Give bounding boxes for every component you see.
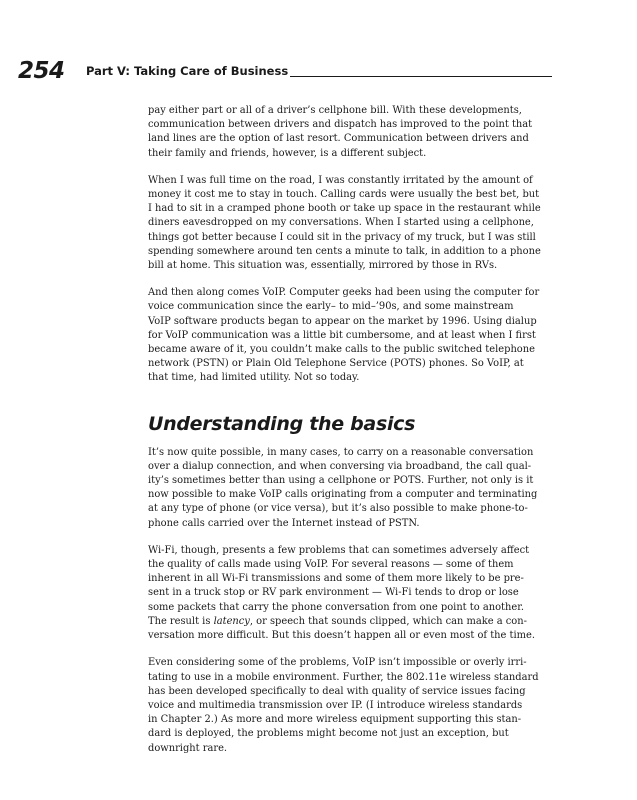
page-number: 254 — [18, 58, 65, 84]
text-line: It’s now quite possible, in many cases, to carry on a reasonable conversation — [148, 446, 534, 458]
text-line: money it cost me to stay in touch. Calling cards were usually the best bet, but — [148, 189, 540, 201]
page-body — [148, 104, 550, 756]
text-line: Wi-Fi, though, presents a few problems that can sometimes adversely affect — [148, 544, 530, 556]
paragraph-6 — [148, 656, 550, 755]
text-line: some packets that carry the phone conversation from one point to another. — [148, 601, 524, 613]
section-heading: Understanding the basics — [148, 412, 416, 435]
text-line: has been developed specifically to deal with quality of service issues facing — [148, 685, 526, 697]
text-line: sent in a truck stop or RV park environment — Wi-Fi tends to drop or lose — [148, 587, 519, 599]
text-line: voice and multimedia transmission over IP. (I introduce wireless standards — [148, 699, 523, 711]
text-line: that time, had limited utility. Not so today. — [148, 372, 360, 384]
text-line: And then along comes VoIP. Computer geeks had been using the computer for — [148, 287, 540, 299]
text-line: When I was full time on the road, I was constantly irritated by the amount of — [148, 174, 533, 186]
paragraph-3 — [148, 286, 550, 385]
text-line: bill at home. This situation was, essentially, mirrored by those in RVs. — [148, 260, 498, 272]
text-line: became aware of it, you couldn’t make calls to the public switched telephone — [148, 344, 535, 356]
text-line: diners eavesdropped on my conversations. When I started using a cellphone, — [148, 217, 534, 229]
text-line: pay either part or all of a driver’s cellphone bill. With these developments, — [148, 105, 522, 116]
text-line: communication between drivers and dispatch has improved to the point that — [148, 119, 533, 131]
emphasized-term: latency — [213, 615, 250, 627]
text-line: their family and friends, however, is a different subject. — [148, 147, 427, 159]
text-line: over a dialup connection, and when conversing via broadband, the call qual- — [148, 460, 532, 472]
paragraph-2 — [148, 174, 550, 273]
text-line: now possible to make VoIP calls originating from a computer and terminating — [148, 489, 538, 501]
text-line: land lines are the option of last resort. Communication between drivers and — [148, 133, 529, 145]
part-title: Part V: Taking Care of Business — [86, 64, 289, 78]
text-line: voice communication since the early– to mid–’90s, and some mainstream — [148, 301, 514, 313]
text-run: The result is — [148, 615, 214, 627]
text-line: the quality of calls made using VoIP. For several reasons — some of them — [148, 559, 514, 571]
text-line: inherent in all Wi-Fi transmissions and some of them more likely to be pre- — [148, 573, 524, 585]
text-line: ity’s sometimes better than using a cellphone or POTS. Further, not only is it — [148, 475, 534, 487]
paragraph-5 — [148, 544, 550, 643]
text-line: tating to use in a mobile environment. Further, the 802.11e wireless standard — [148, 671, 539, 683]
text-line: phone calls carried over the Internet instead of PSTN. — [148, 517, 420, 529]
text-line: I had to sit in a cramped phone booth or take up space in the restaurant while — [148, 203, 541, 215]
text-line: for VoIP communication was a little bit cumbersome, and at least when I first — [148, 329, 536, 341]
text-run: , or speech that sounds clipped, which can make a con- — [249, 615, 527, 627]
paragraph-4 — [148, 446, 550, 531]
text-line — [148, 615, 550, 629]
text-line: VoIP software products began to appear on the market by 1996. Using dialup — [148, 315, 537, 327]
text-line: versation more difficult. But this doesn’t happen all or even most of the time. — [148, 630, 535, 642]
text-line: spending somewhere around ten cents a minute to talk, in addition to a phone — [148, 245, 541, 257]
text-line: in Chapter 2.) As more and more wireless equipment supporting this stan- — [148, 714, 522, 726]
running-header — [18, 58, 552, 84]
text-line: things got better because I could sit in the privacy of my truck, but I was still — [148, 231, 536, 243]
paragraph-1 — [148, 104, 550, 161]
text-line: Even considering some of the problems, VoIP isn’t impossible or overly irri- — [148, 657, 527, 669]
text-line: dard is deployed, the problems might become not just an exception, but — [148, 728, 509, 740]
header-rule — [290, 76, 552, 77]
text-line: downright rare. — [148, 742, 228, 754]
text-line: at any type of phone (or vice versa), but it’s also possible to make phone-to- — [148, 503, 528, 515]
text-line: network (PSTN) or Plain Old Telephone Service (POTS) phones. So VoIP, at — [148, 358, 524, 370]
